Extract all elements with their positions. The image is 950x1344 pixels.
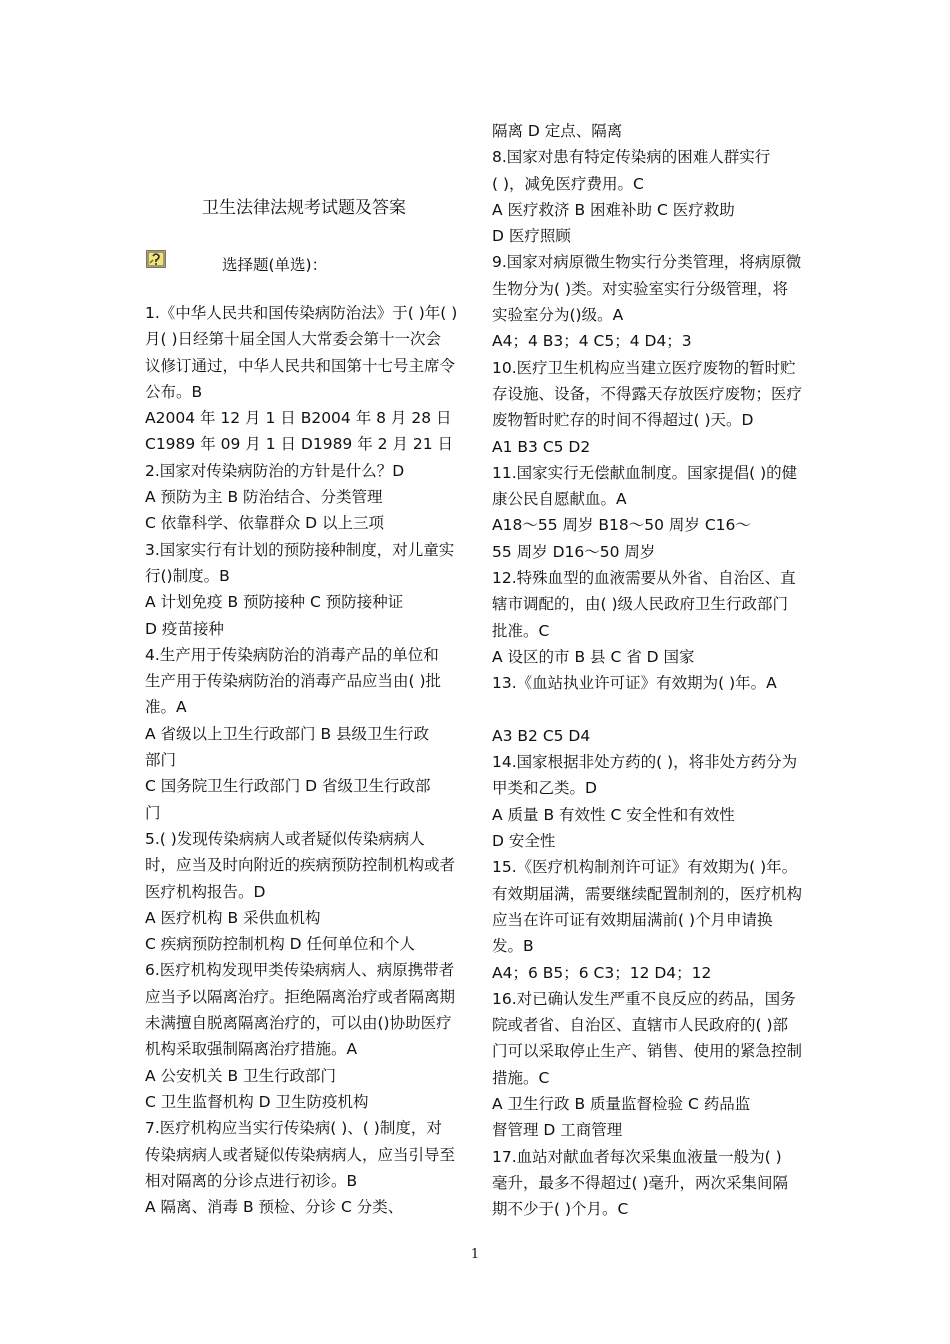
text-line: 16.对已确认发生严重不良反应的药品，国务 — [492, 989, 796, 1008]
text-line: D 医疗照顾 — [492, 227, 571, 246]
text-line: 月( )日经第十届全国人大常委会第十一次会 — [145, 330, 442, 349]
text-line: C 疾病预防控制机构 D 任何单位和个人 — [145, 935, 416, 954]
text-line: 康公民自愿献血。A — [492, 490, 627, 509]
text-line: 准。A — [145, 698, 187, 717]
text-line: C 卫生监督机构 D 卫生防疫机构 — [145, 1092, 369, 1111]
text-line: 11.国家实行无偿献血制度。国家提倡( )的健 — [492, 463, 798, 482]
text-line: A 省级以上卫生行政部门 B 县级卫生行政 — [145, 724, 430, 743]
text-line: 院或者省、自治区、直辖市人民政府的( )部 — [492, 1016, 789, 1035]
text-line: A4；4 B3；4 C5；4 D4；3 — [492, 332, 692, 351]
text-line: 生产用于传染病防治的消毒产品应当由( )批 — [145, 672, 442, 691]
text-line: 10.医疗卫生机构应当建立医疗废物的暂时贮 — [492, 358, 796, 377]
text-line: 6.医疗机构发现甲类传染病病人、病原携带者 — [145, 961, 455, 980]
text-line: A 医疗救济 B 困难补助 C 医疗救助 — [492, 200, 735, 219]
text-line: ( )，减免医疗费用。C — [492, 174, 644, 193]
text-line: 甲类和乙类。D — [492, 779, 597, 798]
text-line: A4；6 B5；6 C3；12 D4；12 — [492, 963, 712, 982]
text-line: C1989 年 09 月 1 日 D1989 年 2 月 21 日 — [145, 435, 454, 454]
text-line: 13.《血站执业许可证》有效期为( )年。A — [492, 674, 777, 693]
text-line: A2004 年 12 月 1 日 B2004 年 8 月 28 日 — [145, 409, 452, 428]
text-line: A 卫生行政 B 质量监督检验 C 药品监 — [492, 1094, 751, 1113]
text-line: 生物分为( )类。对实验室实行分级管理，将 — [492, 279, 789, 298]
text-line: 期不少于( )个月。C — [492, 1200, 629, 1219]
text-line: A 质量 B 有效性 C 安全性和有效性 — [492, 805, 735, 824]
section-label: 选择题(单选)： — [222, 256, 328, 274]
text-line: 存设施、设备，不得露天存放医疗废物；医疗 — [492, 384, 803, 403]
text-line: D 安全性 — [492, 832, 556, 851]
text-line: A 公安机关 B 卫生行政部门 — [145, 1066, 337, 1085]
text-line: 门可以采取停止生产、销售、使用的紧急控制 — [492, 1042, 803, 1061]
page-number: 1 — [470, 1247, 480, 1262]
document-title: 卫生法律法规考试题及答案 — [202, 198, 406, 218]
text-line: A 设区的市 B 县 C 省 D 国家 — [492, 647, 695, 666]
text-line: A18～55 周岁 B18～50 周岁 C16～ — [492, 516, 751, 535]
text-line: 15.《医疗机构制剂许可证》有效期为( )年。 — [492, 858, 798, 877]
text-line: A1 B3 C5 D2 — [492, 437, 591, 456]
text-line: 2.国家对传染病防治的方针是什么？D — [145, 461, 405, 480]
left-column — [145, 300, 463, 1220]
text-line: 有效期届满，需要继续配置制剂的，医疗机构 — [492, 884, 803, 903]
text-line: 9.国家对病原微生物实行分类管理，将病原微 — [492, 253, 802, 272]
text-line: 行()制度。B — [145, 566, 230, 585]
text-line: 医疗机构报告。D — [145, 882, 266, 901]
text-line: 未满擅自脱离隔离治疗的，可以由()协助医疗 — [145, 1014, 452, 1033]
text-line: 7.医疗机构应当实行传染病( )、( )制度，对 — [145, 1119, 442, 1138]
text-line: 应当在许可证有效期届满前( )个月申请换 — [492, 910, 773, 929]
text-line: 传染病病人或者疑似传染病病人，应当引导至 — [145, 1145, 456, 1164]
text-line: 时，应当及时向附近的疾病预防控制机构或者 — [145, 856, 456, 875]
text-line: A3 B2 C5 D4 — [492, 726, 591, 745]
text-line: 应当予以隔离治疗。拒绝隔离治疗或者隔离期 — [145, 987, 456, 1006]
text-line: D 疫苗接种 — [145, 619, 224, 638]
text-line: A 预防为主 B 防治结合、分类管理 — [145, 488, 383, 507]
text-line: 毫升，最多不得超过( )毫升，两次采集间隔 — [492, 1173, 789, 1192]
text-line: 1.《中华人民共和国传染病防治法》于( )年( ) — [145, 304, 458, 322]
text-line: 督管理 D 工商管理 — [492, 1121, 623, 1140]
text-line — [492, 697, 810, 723]
text-line: A 医疗机构 B 采供血机构 — [145, 908, 321, 927]
text-line: 实验室分为()级。A — [492, 306, 624, 325]
text-line: 相对隔离的分诊点进行初诊。B — [145, 1171, 358, 1190]
text-line: 3.国家实行有计划的预防接种制度，对儿童实 — [145, 540, 455, 559]
text-line: 公布。B — [145, 382, 203, 401]
text-line: 5.( )发现传染病病人或者疑似传染病病人 — [145, 829, 425, 848]
text-line: 门 — [145, 803, 161, 822]
text-line: A 隔离、消毒 B 预检、分诊 C 分类、 — [145, 1198, 404, 1217]
text-line: 14.国家根据非处方药的( )，将非处方药分为 — [492, 753, 798, 772]
text-line: C 依靠科学、依靠群众 D 以上三项 — [145, 514, 385, 533]
text-line: 措施。C — [492, 1068, 550, 1087]
text-line: 批准。C — [492, 621, 550, 640]
right-column — [492, 118, 810, 1222]
text-line: 隔离 D 定点、隔离 — [492, 122, 623, 140]
question-note-icon — [146, 250, 166, 268]
text-line: 辖市调配的，由( )级人民政府卫生行政部门 — [492, 595, 789, 614]
text-line: 55 周岁 D16～50 周岁 — [492, 542, 656, 561]
text-line: 废物暂时贮存的时间不得超过( )天。D — [492, 411, 754, 430]
text-line: A 计划免疫 B 预防接种 C 预防接种证 — [145, 593, 404, 612]
text-line: C 国务院卫生行政部门 D 省级卫生行政部 — [145, 777, 431, 796]
text-line: 机构采取强制隔离治疗措施。A — [145, 1040, 358, 1059]
text-line: 8.国家对患有特定传染病的困难人群实行 — [492, 148, 771, 167]
text-line: 17.血站对献血者每次采集血液量一般为( ) — [492, 1147, 782, 1166]
text-line: 发。B — [492, 937, 534, 956]
text-line: 12.特殊血型的血液需要从外省、自治区、直 — [492, 569, 796, 588]
text-line: 4.生产用于传染病防治的消毒产品的单位和 — [145, 645, 439, 664]
text-line: 议修订通过，中华人民共和国第十七号主席令 — [145, 356, 456, 375]
text-line: 部门 — [145, 751, 177, 770]
